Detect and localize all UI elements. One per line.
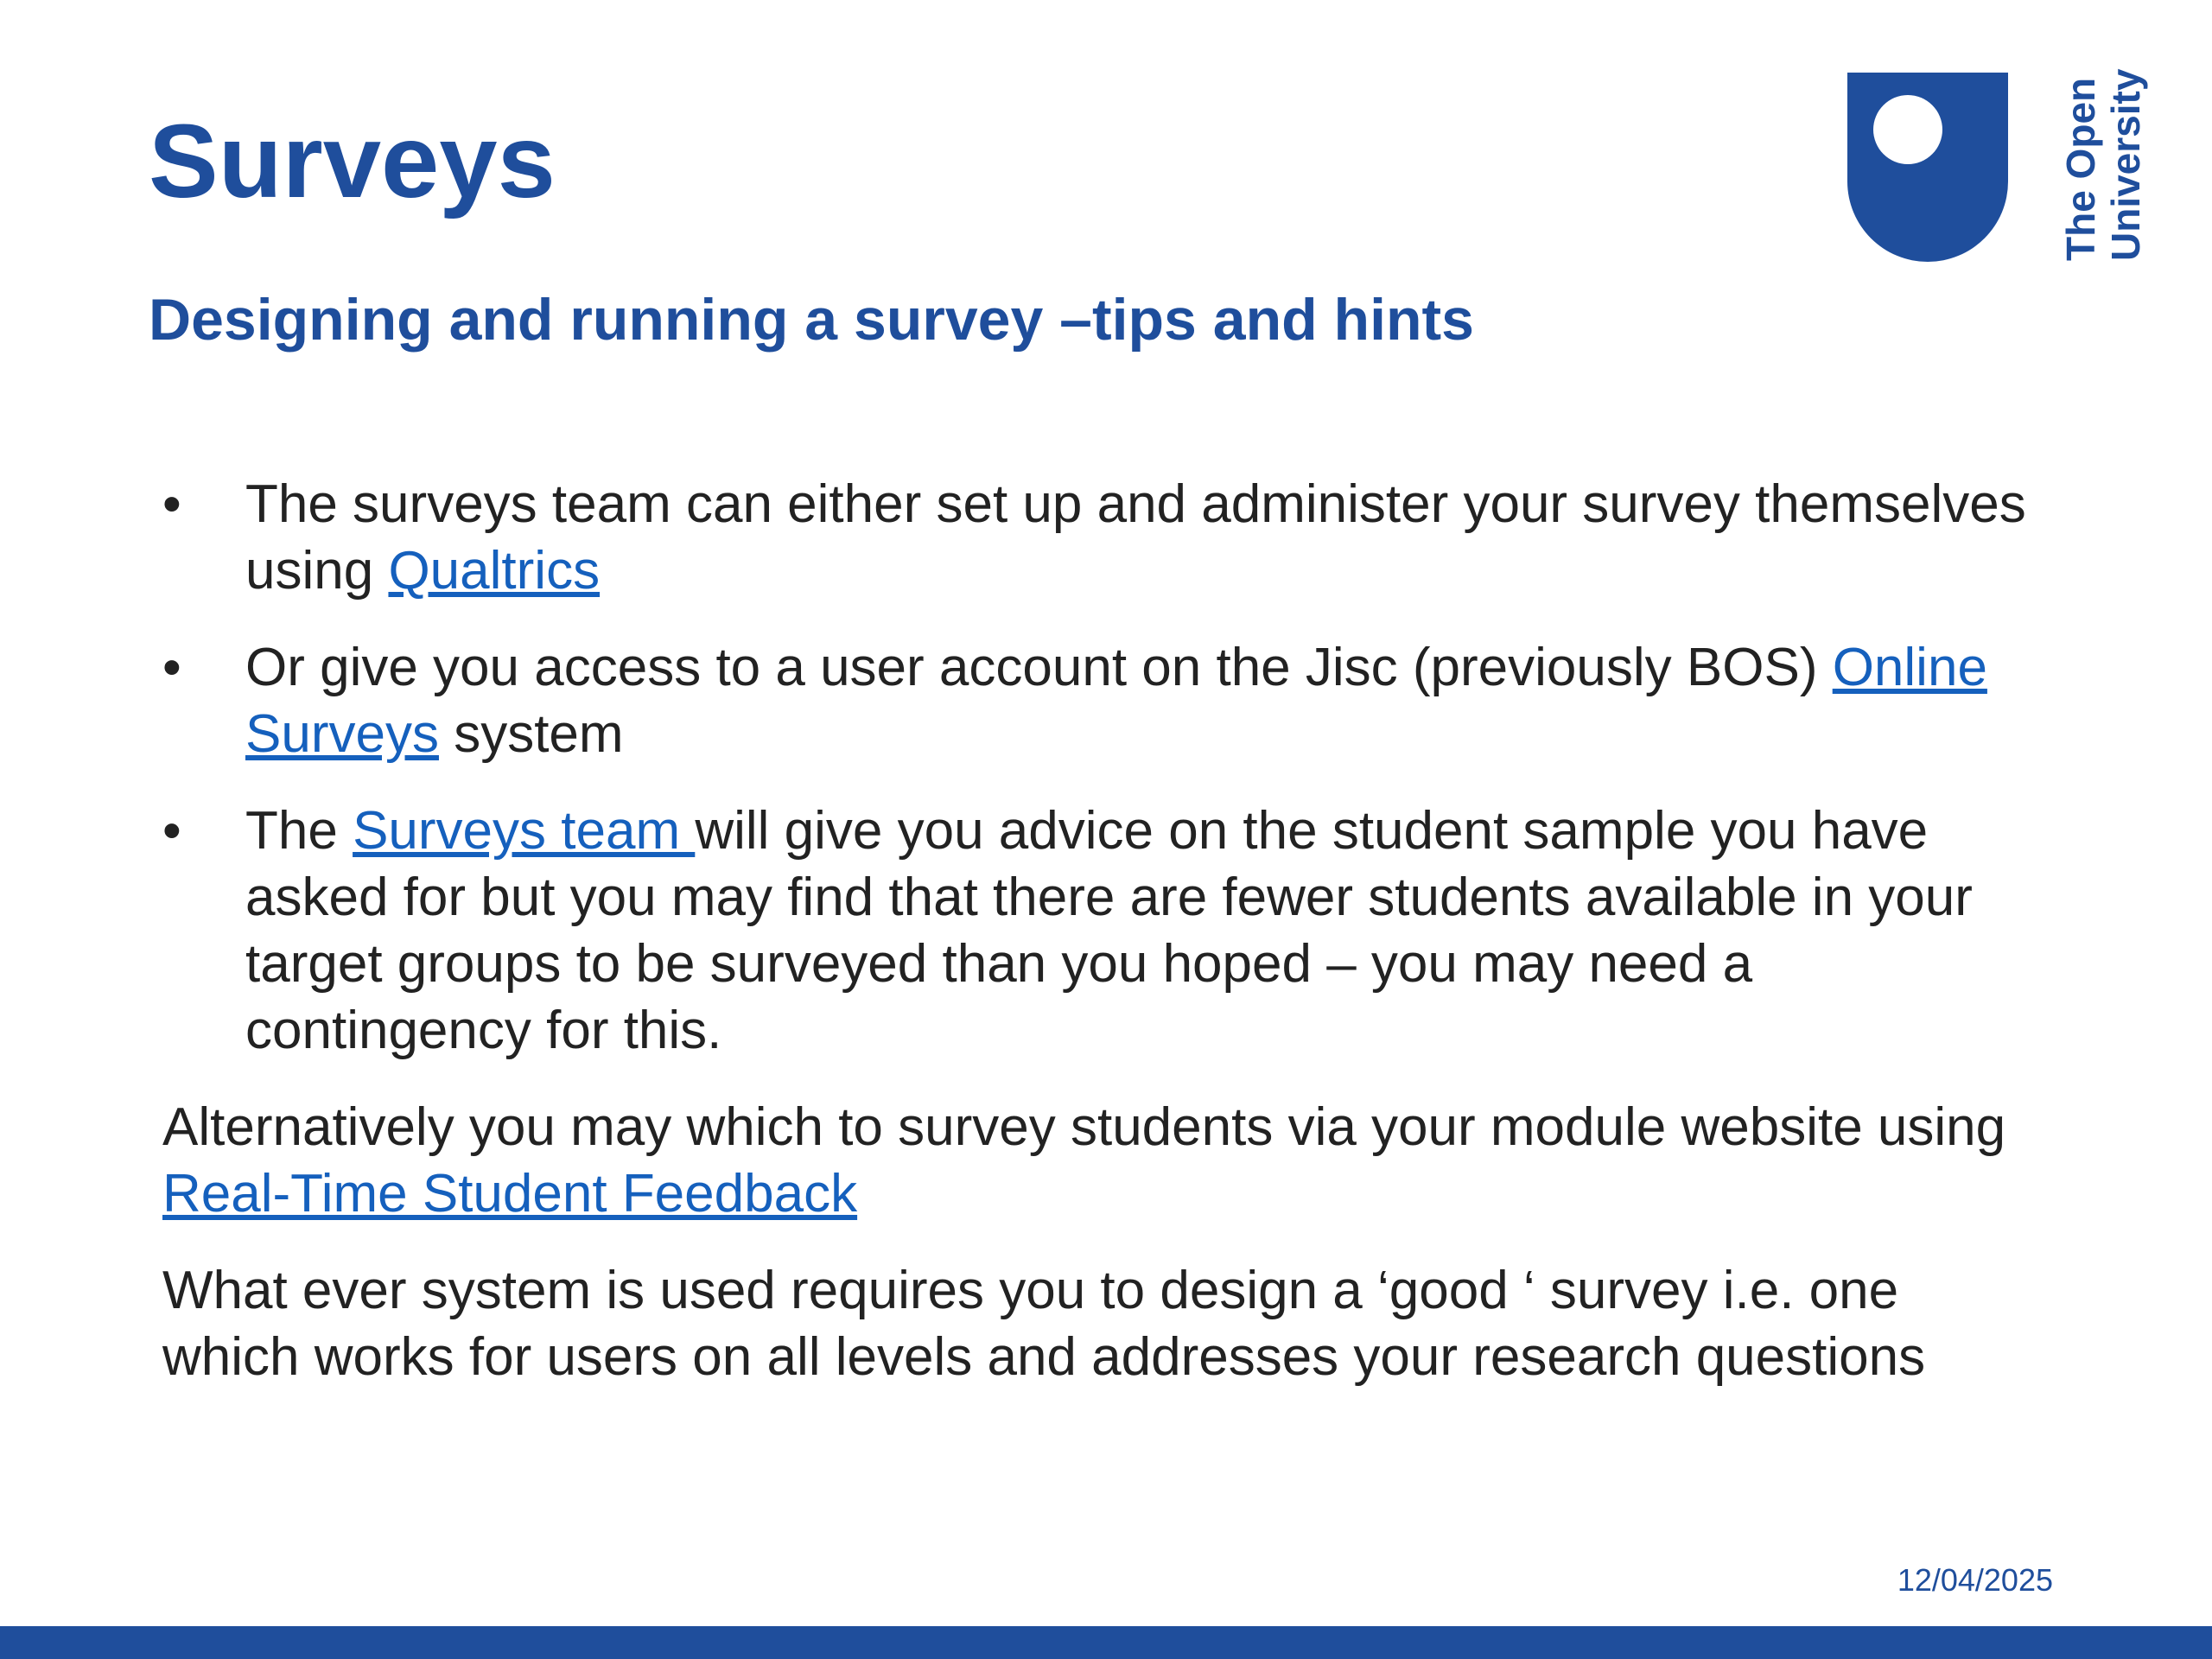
alternative-paragraph	[162, 1094, 2046, 1227]
bullet-item	[162, 471, 2046, 604]
slide-body	[162, 471, 2046, 1421]
bullet-icon: •	[162, 474, 181, 534]
online-surveys-link[interactable]: Online Surveys	[245, 638, 1987, 764]
slide-title: Surveys	[149, 102, 556, 219]
bullet-list	[162, 471, 2046, 1064]
shield-icon	[1847, 73, 2008, 262]
slide-date: 12/04/2025	[1897, 1562, 2053, 1598]
real-time-student-feedback-link[interactable]: Real-Time Student Feedback	[162, 1164, 858, 1224]
qualtrics-link[interactable]: Qualtrics	[388, 541, 601, 601]
footer-bar	[0, 1626, 2212, 1659]
logo-text-line2: University	[2103, 68, 2148, 261]
bullet-text: The surveys team can either set up and administer your survey themselves using	[245, 474, 2026, 601]
bullet-text-tail: system	[438, 704, 624, 764]
bullet-icon: •	[162, 638, 181, 697]
open-university-logo	[1846, 68, 2148, 270]
shield-circle	[1873, 95, 1942, 164]
paragraph-text: Alternatively you may which to survey students via your module website using	[162, 1097, 2006, 1157]
surveys-team-link[interactable]: Surveys team	[353, 801, 696, 861]
bullet-text: Or give you access to a user account on the Jisc (previously BOS)	[245, 638, 1833, 697]
design-paragraph: What ever system is used requires you to design a ‘good ‘ survey i.e. one which works for users on all levels and addresses your research questions	[162, 1261, 1926, 1387]
bullet-item	[162, 798, 2046, 1064]
bullet-text-tail: will give you advice on the student sample you have asked for but you may find that there are fewer students available in your target groups to be surveyed than you hoped – you may need a contingency for this.	[245, 801, 1973, 1060]
bullet-item	[162, 634, 2046, 767]
slide-subtitle: Designing and running a survey –tips and hints	[149, 287, 1474, 353]
bullet-text: The	[245, 801, 353, 861]
bullet-icon: •	[162, 801, 181, 861]
logo-text-line1: The Open	[2058, 77, 2103, 261]
